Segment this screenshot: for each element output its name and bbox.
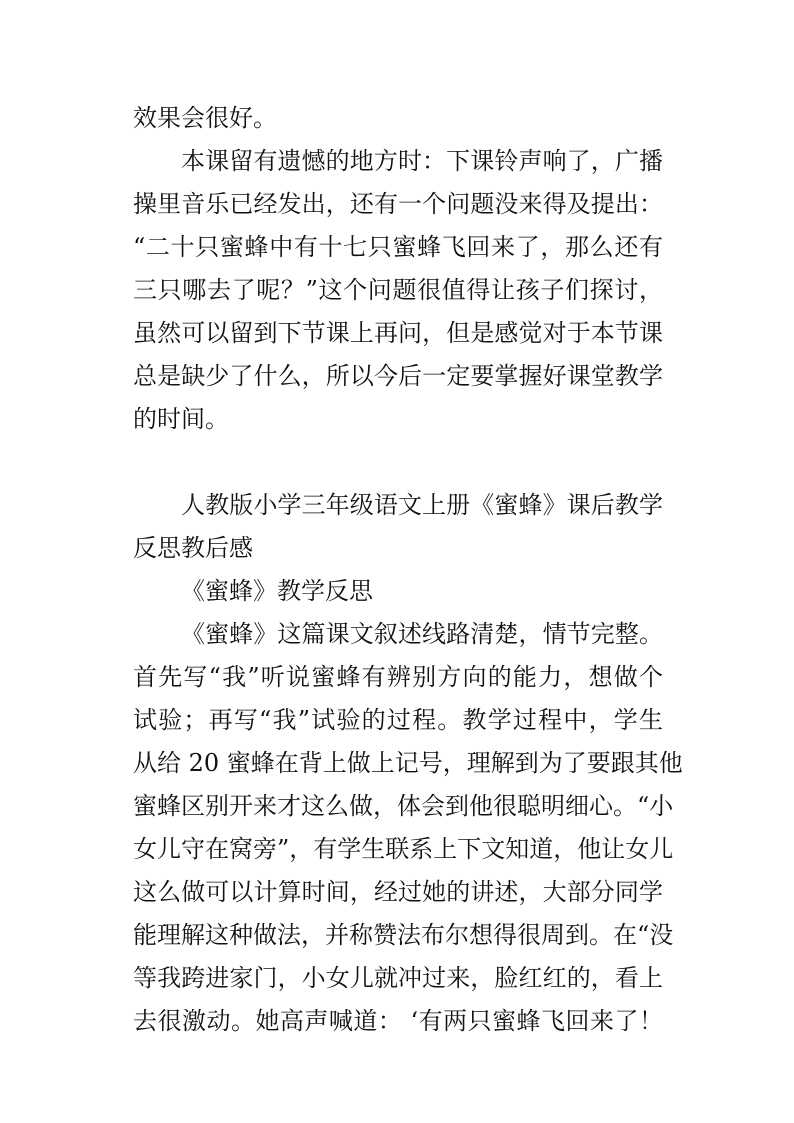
text-line: 等我跨进家门，小女儿就冲过来，脸红红的，看上: [133, 964, 663, 992]
text-line: 总是缺少了什么，所以今后一定要掌握好课堂教学: [133, 362, 663, 390]
text-line: 能理解这种做法，并称赞法布尔想得很周到。在“没: [133, 921, 674, 949]
section-title-line: 反思教后感: [133, 534, 253, 562]
text-line: 的时间。: [133, 405, 229, 433]
paragraph-first-line: 《蜜蜂》这篇课文叙述线路清楚，情节完整。: [181, 620, 663, 648]
subtitle-line: 《蜜蜂》教学反思: [181, 577, 373, 605]
text-line: 去很激动。她高声喊道： ‘有两只蜜蜂飞回来了！: [133, 1007, 663, 1035]
text-line: 操里音乐已经发出，还有一个问题没来得及提出：: [133, 190, 663, 218]
text-line: 蜜蜂区别开来才这么做，体会到他很聪明细心。“小: [133, 792, 674, 820]
text-line: 女儿守在窝旁”，有学生联系上下文知道，他让女儿: [133, 835, 674, 863]
text-line: 三只哪去了呢？”这个问题很值得让孩子们探讨，: [133, 276, 663, 304]
text-line: 虽然可以留到下节课上再问，但是感觉对于本节课: [133, 319, 663, 347]
section-title-line: 人教版小学三年级语文上册《蜜蜂》课后教学: [181, 491, 663, 519]
text-line: 这么做可以计算时间，经过她的讲述，大部分同学: [133, 878, 663, 906]
text-line: 首先写“我”听说蜜蜂有辨别方向的能力，想做个: [133, 663, 663, 691]
text-line: 效果会很好。: [133, 104, 277, 132]
text-line: 从给 20 蜜蜂在背上做上记号，理解到为了要跟其他: [133, 749, 683, 777]
text-line: “二十只蜜蜂中有十七只蜜蜂飞回来了，那么还有: [133, 233, 663, 261]
paragraph-first-line: 本课留有遗憾的地方时：下课铃声响了，广播: [181, 147, 663, 175]
text-line: 试验；再写“我”试验的过程。教学过程中，学生: [133, 706, 663, 734]
